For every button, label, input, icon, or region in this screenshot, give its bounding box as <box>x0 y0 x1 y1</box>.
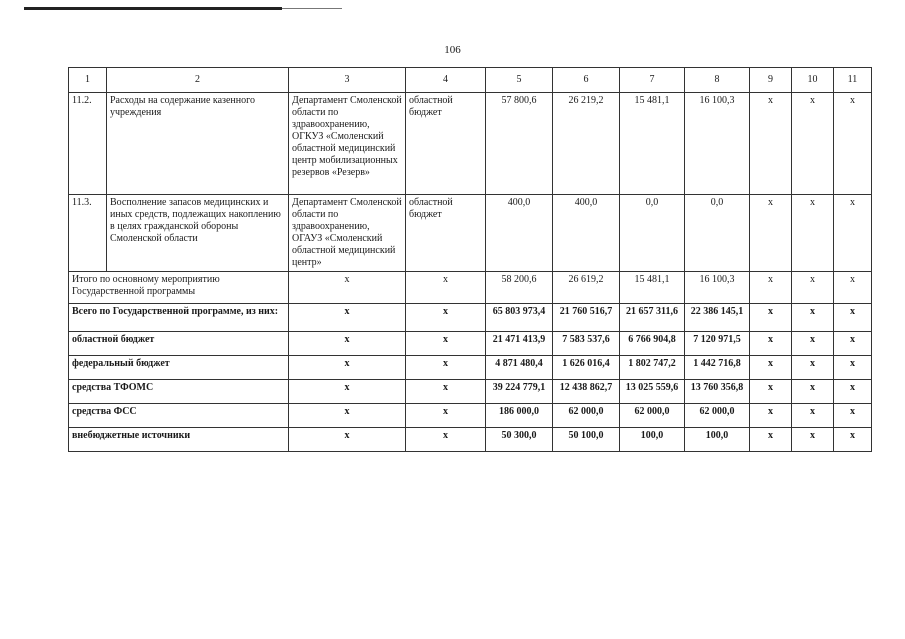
row-year-1: 400,0 <box>553 195 620 272</box>
summary-col-3: х <box>289 332 406 356</box>
row-col-10: х <box>792 195 834 272</box>
summary-col-4: х <box>406 404 486 428</box>
summary-col-4: х <box>406 356 486 380</box>
col-number-3: 3 <box>289 68 406 93</box>
subtotal-total: 58 200,6 <box>486 272 553 304</box>
summary-col-9: х <box>750 304 792 332</box>
row-total: 400,0 <box>486 195 553 272</box>
summary-col-10: х <box>792 356 834 380</box>
summary-row-tfoms <box>69 380 872 404</box>
summary-year-3: 13 760 356,8 <box>685 380 750 404</box>
summary-year-2: 13 025 559,6 <box>620 380 685 404</box>
col-number-2: 2 <box>107 68 289 93</box>
summary-year-1: 62 000,0 <box>553 404 620 428</box>
summary-col-11: х <box>834 304 872 332</box>
subtotal-col-9: х <box>750 272 792 304</box>
summary-year-3: 100,0 <box>685 428 750 452</box>
summary-total: 186 000,0 <box>486 404 553 428</box>
row-total: 57 800,6 <box>486 93 553 195</box>
subtotal-label: Итого по основному мероприятию Государственной программы <box>69 272 289 304</box>
summary-label: средства ТФОМС <box>69 380 289 404</box>
summary-col-11: х <box>834 356 872 380</box>
col-number-5: 5 <box>486 68 553 93</box>
subtotal-year-1: 26 619,2 <box>553 272 620 304</box>
summary-total: 65 803 973,4 <box>486 304 553 332</box>
summary-row-extrabudgetary <box>69 428 872 452</box>
row-code: 11.3. <box>69 195 107 272</box>
summary-col-4: х <box>406 304 486 332</box>
row-code: 11.2. <box>69 93 107 195</box>
summary-col-3: х <box>289 428 406 452</box>
row-source: областной бюджет <box>406 195 486 272</box>
summary-col-3: х <box>289 356 406 380</box>
summary-label: средства ФСС <box>69 404 289 428</box>
summary-year-3: 62 000,0 <box>685 404 750 428</box>
row-year-3: 0,0 <box>685 195 750 272</box>
summary-total: 50 300,0 <box>486 428 553 452</box>
row-col-10: х <box>792 93 834 195</box>
header-rule <box>24 7 282 10</box>
summary-col-9: х <box>750 404 792 428</box>
summary-col-10: х <box>792 404 834 428</box>
summary-col-10: х <box>792 380 834 404</box>
col-number-4: 4 <box>406 68 486 93</box>
row-year-2: 15 481,1 <box>620 93 685 195</box>
col-number-6: 6 <box>553 68 620 93</box>
row-col-11: х <box>834 93 872 195</box>
summary-year-1: 50 100,0 <box>553 428 620 452</box>
summary-label: областной бюджет <box>69 332 289 356</box>
summary-col-11: х <box>834 404 872 428</box>
summary-col-10: х <box>792 332 834 356</box>
summary-total: 4 871 480,4 <box>486 356 553 380</box>
summary-col-11: х <box>834 332 872 356</box>
summary-col-4: х <box>406 428 486 452</box>
summary-total: 21 471 413,9 <box>486 332 553 356</box>
column-number-row <box>69 68 872 93</box>
summary-col-10: х <box>792 304 834 332</box>
table-row <box>69 93 872 195</box>
summary-year-2: 62 000,0 <box>620 404 685 428</box>
summary-col-3: х <box>289 380 406 404</box>
col-number-9: 9 <box>750 68 792 93</box>
summary-year-2: 6 766 904,8 <box>620 332 685 356</box>
row-source: областной бюджет <box>406 93 486 195</box>
summary-year-2: 100,0 <box>620 428 685 452</box>
row-name: Расходы на содержание казенного учреждения <box>107 93 289 195</box>
summary-col-4: х <box>406 332 486 356</box>
col-number-1: 1 <box>69 68 107 93</box>
col-number-11: 11 <box>834 68 872 93</box>
summary-col-9: х <box>750 428 792 452</box>
summary-year-1: 21 760 516,7 <box>553 304 620 332</box>
col-number-7: 7 <box>620 68 685 93</box>
summary-year-3: 1 442 716,8 <box>685 356 750 380</box>
summary-label: внебюджетные источники <box>69 428 289 452</box>
subtotal-col-10: х <box>792 272 834 304</box>
summary-year-1: 1 626 016,4 <box>553 356 620 380</box>
summary-year-2: 1 802 747,2 <box>620 356 685 380</box>
row-year-1: 26 219,2 <box>553 93 620 195</box>
summary-row-fss <box>69 404 872 428</box>
subtotal-row <box>69 272 872 304</box>
summary-row-regional <box>69 332 872 356</box>
row-name: Восполнение запасов медицинских и иных средств, подлежащих накоплению в целях гражданской обороны Смоленской области <box>107 195 289 272</box>
subtotal-col-11: х <box>834 272 872 304</box>
budget-table <box>68 67 872 452</box>
summary-total: 39 224 779,1 <box>486 380 553 404</box>
row-col-9: х <box>750 195 792 272</box>
row-executor: Департамент Смоленской области по здравоохранению, ОГКУЗ «Смоленский областной медицинский центр мобилизационных резервов «Резерв» <box>289 93 406 195</box>
summary-col-9: х <box>750 332 792 356</box>
summary-year-3: 22 386 145,1 <box>685 304 750 332</box>
summary-year-1: 7 583 537,6 <box>553 332 620 356</box>
summary-col-11: х <box>834 380 872 404</box>
row-year-3: 16 100,3 <box>685 93 750 195</box>
summary-col-3: х <box>289 304 406 332</box>
col-number-10: 10 <box>792 68 834 93</box>
subtotal-year-3: 16 100,3 <box>685 272 750 304</box>
summary-row-total <box>69 304 872 332</box>
header-rule-thin <box>282 8 342 9</box>
subtotal-col-3: х <box>289 272 406 304</box>
summary-col-9: х <box>750 380 792 404</box>
table-row <box>69 195 872 272</box>
row-year-2: 0,0 <box>620 195 685 272</box>
row-col-9: х <box>750 93 792 195</box>
row-col-11: х <box>834 195 872 272</box>
summary-col-4: х <box>406 380 486 404</box>
summary-col-11: х <box>834 428 872 452</box>
summary-year-3: 7 120 971,5 <box>685 332 750 356</box>
summary-row-federal <box>69 356 872 380</box>
summary-label: Всего по Государственной программе, из них: <box>69 304 289 332</box>
page-number: 106 <box>444 44 461 56</box>
summary-year-1: 12 438 862,7 <box>553 380 620 404</box>
subtotal-col-4: х <box>406 272 486 304</box>
summary-col-3: х <box>289 404 406 428</box>
summary-col-9: х <box>750 356 792 380</box>
summary-col-10: х <box>792 428 834 452</box>
summary-label: федеральный бюджет <box>69 356 289 380</box>
row-executor: Департамент Смоленской области по здравоохранению, ОГАУЗ «Смоленский областной медицинский центр» <box>289 195 406 272</box>
subtotal-year-2: 15 481,1 <box>620 272 685 304</box>
summary-year-2: 21 657 311,6 <box>620 304 685 332</box>
col-number-8: 8 <box>685 68 750 93</box>
